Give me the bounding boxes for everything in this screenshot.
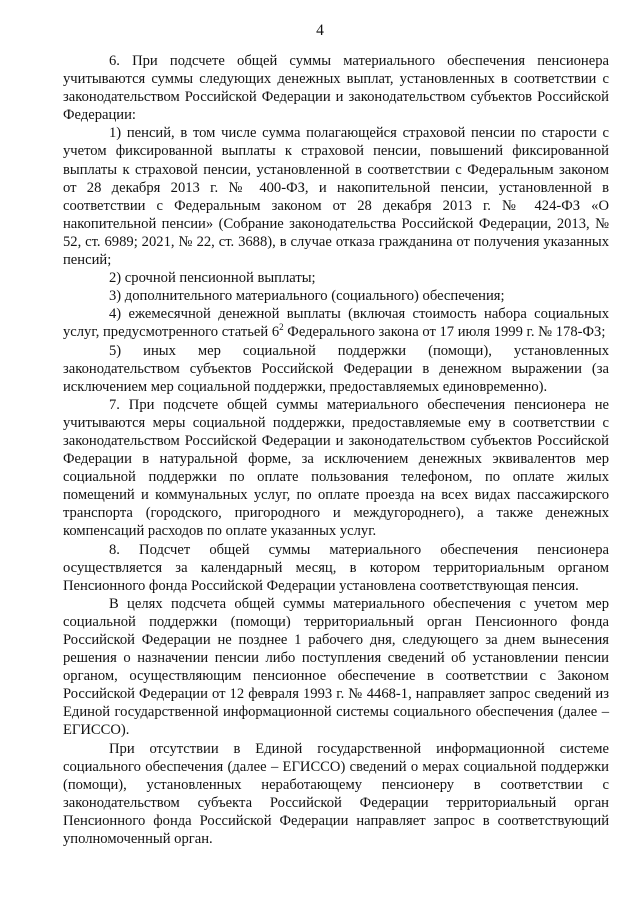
item-2-urgent-payment: 2) срочной пенсионной выплаты; <box>109 270 316 287</box>
paragraph-calculation-purposes: В целях подсчета общей суммы материального обеспечения с учетом мер социальной поддержки (помощи) территориальный орган Пенсионного фонда Российской Федерации не позднее 1 рабочего дня, следующего за днем вынесения решения о назначении пенсии либо поступления сведений об установлении пенсии органом, осуществляющим пенсионное обеспечение в соответствии с Законом Российской Федерации от 12 февраля 1993 г. № 4468-1, направляет запрос сведений из Единой государственной информационной системы социального обеспечения (далее – ЕГИССО). <box>63 595 609 739</box>
item-3-additional-support: 3) дополнительного материального (социального) обеспечения; <box>109 288 505 305</box>
paragraph-6: 6. При подсчете общей суммы материального обеспечения пенсионера учитываются суммы следующих денежных выплат, установленных в соответствии с законодательством Российской Федерации и законодательством субъектов Российской Федерации: <box>63 53 609 124</box>
item-4-superscript: 2 <box>279 322 284 333</box>
item-4-monthly-payment <box>63 305 609 341</box>
item-1-pensions: 1) пенсий, в том числе сумма полагающейся страховой пенсии по старости с учетом фиксированной выплаты к страховой пенсии, повышений фиксированной выплаты к страховой пенсии, установленной в соответствии с Федеральным законом от 28 декабря 2013 г. № 400-ФЗ, и накопительной пенсии, установленной в соответствии с Федеральным законом от 28 декабря 2013 г. № 424-ФЗ «О накопительной пенсии» (Собрание законодательства Российской Федерации, 2013, № 52, ст. 6989; 2021, № 22, ст. 3688), в случае отказа гражданина от получения указанных пенсий; <box>63 125 609 269</box>
item-5-other-measures: 5) иных мер социальной поддержки (помощи), установленных законодательством субъектов Российской Федерации в денежном выражении (за исключением мер социальной поддержки, предоставляемых единовременно). <box>63 342 609 395</box>
paragraph-8: 8. Подсчет общей суммы материального обеспечения пенсионера осуществляется за календарный месяц, в котором территориальным органом Пенсионного фонда Российской Федерации установлена соответствующая пенсия. <box>63 541 609 594</box>
item-4-text-after: Федерального закона от 17 июля 1999 г. № 178-ФЗ; <box>283 324 606 341</box>
paragraph-egisso-absence: При отсутствии в Единой государственной информационной системе социального обеспечения (далее – ЕГИССО) сведений о мерах социальной поддержки (помощи), установленных неработающему пенсионеру в соответствии с законодательством субъекта Российской Федерации территориальный орган Пенсионного фонда Российской Федерации направляет запрос в соответствующий уполномоченный орган. <box>63 740 609 848</box>
item-4-text: 4) ежемесячной денежной выплаты (включая стоимость набора социальных услуг, предусмотренного статьей 6 <box>63 306 609 341</box>
page-number: 4 <box>316 22 324 39</box>
paragraph-7: 7. При подсчете общей суммы материального обеспечения пенсионера не учитываются меры социальной поддержки, предоставляемые ему в соответствии с законодательством Российской Федерации и законодательством субъектов Российской Федерации в натуральной форме, за исключением денежных эквивалентов мер социальной поддержки по оплате пользования телефоном, по оплате жилых помещений и коммунальных услуг, по оплате проезда на всех видах пассажирского транспорта (городского, пригородного и междугороднего), а также денежных компенсаций расходов по оплате указанных услуг. <box>63 396 609 540</box>
